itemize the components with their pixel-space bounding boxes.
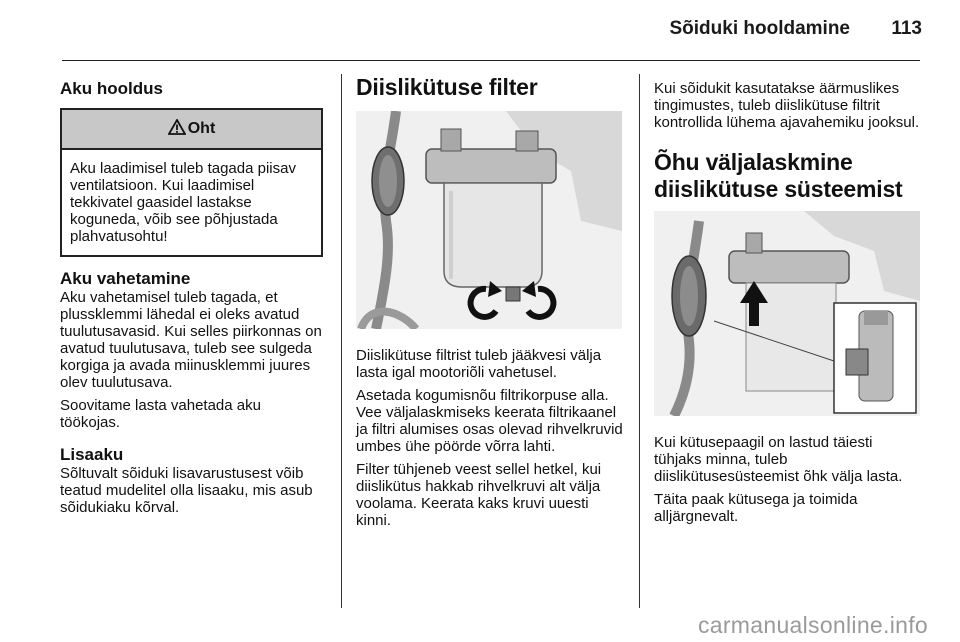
danger-text: Aku laadimisel tuleb tagada piisav ventilatsioon. Kui laadimisel tekkivatel gaasidel lastakse koguneda, võib see põhjustada plahvatusohtu! bbox=[70, 160, 296, 245]
extra-battery-text: Sõltuvalt sõiduki lisavarustusest võib teatud mudelitel olla lisaaku, mis asub sõidukiaku kõrval. bbox=[60, 465, 313, 516]
watermark: carmanualsonline.info bbox=[697, 612, 928, 638]
column-divider-2 bbox=[639, 74, 640, 608]
diesel-filter-text-3: Filter tühjeneb veest sellel hetkel, kui diislikütus hakkab rihvelkruvi alt välja voolama. Keerata kaks kruvi uuesti kinni. bbox=[356, 461, 602, 529]
warning-triangle-icon bbox=[168, 119, 188, 140]
page-header-title: Sõiduki hooldamine bbox=[669, 18, 850, 39]
column-diesel-filter bbox=[356, 74, 624, 529]
section-title-battery-care: Aku hooldus bbox=[60, 79, 163, 98]
air-bleeding-text-2: Täita paak kütusega ja toimida alljärgnevalt. bbox=[654, 491, 858, 525]
page-number: 113 bbox=[891, 18, 922, 39]
column-divider-1 bbox=[341, 74, 342, 608]
battery-change-text-1: Aku vahetamisel tuleb tagada, et plussklemmi lähedal ei oleks avatud tuulutusavasid. Kui selles piirkonnas on avatud tuulutusava, tuleb see sulgeda korgiga ja avada miinusklemmi juures olev tuulutusava. bbox=[60, 289, 322, 391]
column-battery bbox=[60, 74, 325, 516]
battery-change-text-2: Soovitame lasta vahetada aku töökojas. bbox=[60, 397, 261, 431]
air-bleeding-illustration bbox=[654, 211, 920, 416]
section-title-air-bleeding: Õhu väljalaskmine diislikütuse süsteemist bbox=[654, 149, 903, 202]
diesel-filter-text-1: Diislikütuse filtrist tuleb jääkvesi välja lasta igal mootoriõli vahetusel. bbox=[356, 347, 602, 381]
column-air-bleeding bbox=[654, 74, 924, 525]
danger-notice bbox=[60, 108, 323, 257]
section-title-battery-change: Aku vahetamine bbox=[60, 269, 191, 288]
section-title-extra-battery: Lisaaku bbox=[60, 445, 124, 464]
danger-notice-header bbox=[62, 110, 321, 150]
header-divider bbox=[62, 60, 920, 61]
section-title-diesel-filter: Diislikütuse filter bbox=[356, 74, 538, 100]
diesel-filter-illustration bbox=[356, 111, 622, 329]
diesel-filter-text-2: Asetada kogumisnõu filtrikorpuse alla. Vee väljalaskmiseks keerata filtrikaanel ja filtri alumises osas olevad rihvelkruvid umbes ühe pöörde võrra lahti. bbox=[356, 387, 623, 455]
air-bleeding-text-1: Kui kütusepaagil on lastud täiesti tühjaks minna, tuleb diislikütusesüsteemist õhk välja lasta. bbox=[654, 434, 903, 485]
danger-label: Oht bbox=[187, 120, 216, 137]
filter-check-text: Kui sõidukit kasutatakse äärmuslikes tingimustes, tuleb diislikütuse filtrit kontrollida lühema ajavahemiku jooksul. bbox=[654, 80, 920, 131]
